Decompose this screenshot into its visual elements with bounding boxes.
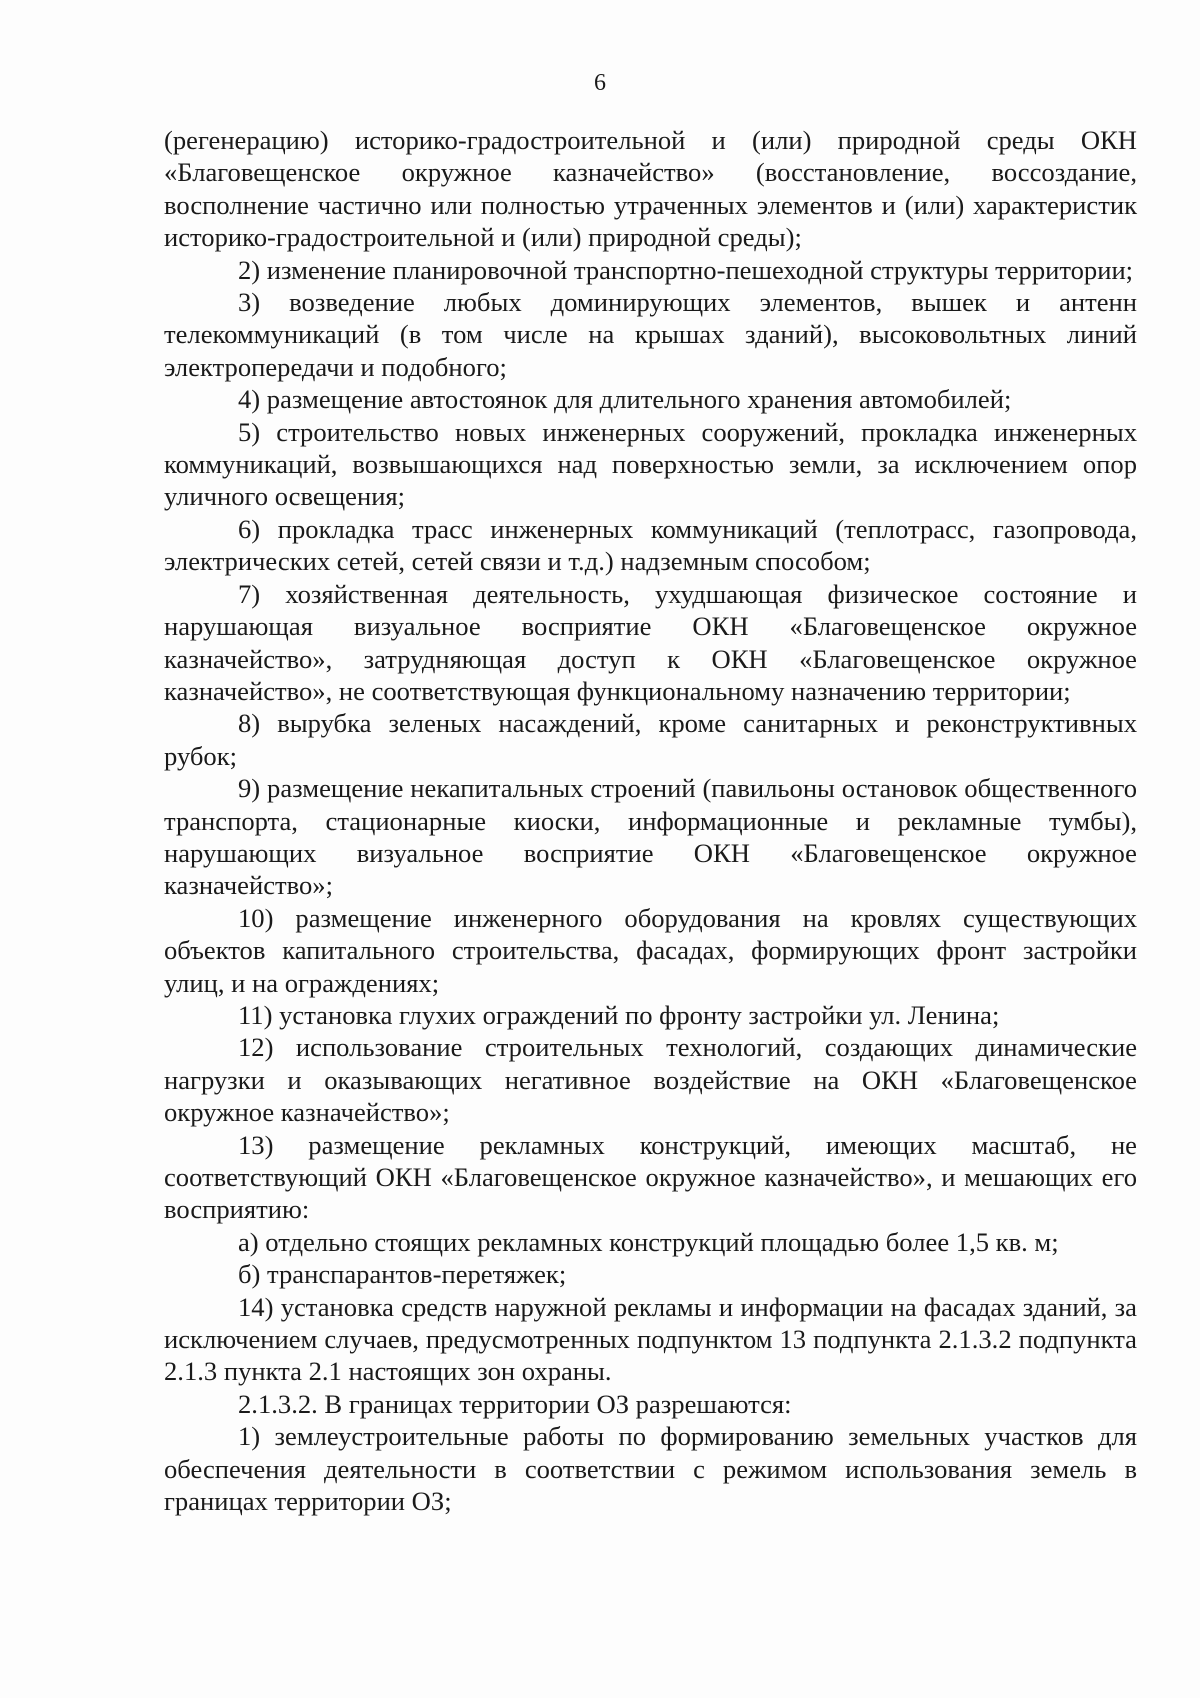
paragraph: 12) использование строительных технологий, создающих динамические нагрузки и оказывающих негативное воздействие на ОКН «Благовещенское окружное казначейство»; [164,1032,1137,1128]
paragraph: а) отдельно стоящих рекламных конструкций площадью более 1,5 кв. м; [238,1226,1059,1257]
document-body [164,124,1137,1517]
paragraph: 2) изменение планировочной транспортно-пешеходной структуры территории; [238,254,1134,285]
paragraph: 13) размещение рекламных конструкций, имеющих масштаб, не соответствующий ОКН «Благовещенское окружное казначейство», и мешающих его восприятию: [164,1129,1137,1225]
paragraph: 14) установка средств наружной рекламы и информации на фасадах зданий, за исключением случаев, предусмотренных подпунктом 13 подпункта 2.1.3.2 подпункта 2.1.3 пункта 2.1 настоящих зон охраны. [164,1291,1137,1387]
paragraph: 1) землеустроительные работы по формированию земельных участков для обеспечения деятельности в соответствии с режимом использования земель в границах территории ОЗ; [164,1421,1137,1517]
paragraph: 9) размещение некапитальных строений (павильоны остановок общественного транспорта, стационарные киоски, информационные и рекламные тумбы), нарушающих визуальное восприятие ОКН «Благовещенское окружное казначейство»; [164,773,1137,901]
page-number: 6 [594,70,606,96]
paragraph: б) транспарантов-перетяжек; [238,1259,567,1290]
paragraph: 11) установка глухих ограждений по фронту застройки ул. Ленина; [238,999,1000,1030]
paragraph: 2.1.3.2. В границах территории ОЗ разрешаются: [238,1388,792,1419]
paragraph: 8) вырубка зеленых насаждений, кроме санитарных и реконструктивных рубок; [164,708,1137,771]
paragraph: 5) строительство новых инженерных сооружений, прокладка инженерных коммуникаций, возвышающихся над поверхностью земли, за исключением опор уличного освещения; [164,416,1137,512]
paragraph: (регенерацию) историко-градостроительной и (или) природной среды ОКН «Благовещенское окружное казначейство» (восстановление, воссоздание, восполнение частично или полностью утраченных элементов и (или) характеристик историко-градостроительной и (или) природной среды); [164,125,1137,253]
paragraph: 3) возведение любых доминирующих элементов, вышек и антенн телекоммуникаций (в том числе на крышах зданий), высоковольтных линий электропередачи и подобного; [164,287,1137,382]
paragraph: 6) прокладка трасс инженерных коммуникаций (теплотрасс, газопровода, электрических сетей, сетей связи и т.д.) надземным способом; [164,513,1137,577]
paragraph: 4) размещение автостоянок для длительного хранения автомобилей; [238,384,1012,415]
paragraph: 10) размещение инженерного оборудования на кровлях существующих объектов капитального строительства, фасадах, формирующих фронт застройки улиц, и на ограждениях; [164,902,1137,998]
paragraph: 7) хозяйственная деятельность, ухудшающая физическое состояние и нарушающая визуальное восприятие ОКН «Благовещенское окружное казначейство», затрудняющая доступ к ОКН «Благовещенское окружное казначейство», не соответствующая функциональному назначению территории; [164,578,1137,706]
